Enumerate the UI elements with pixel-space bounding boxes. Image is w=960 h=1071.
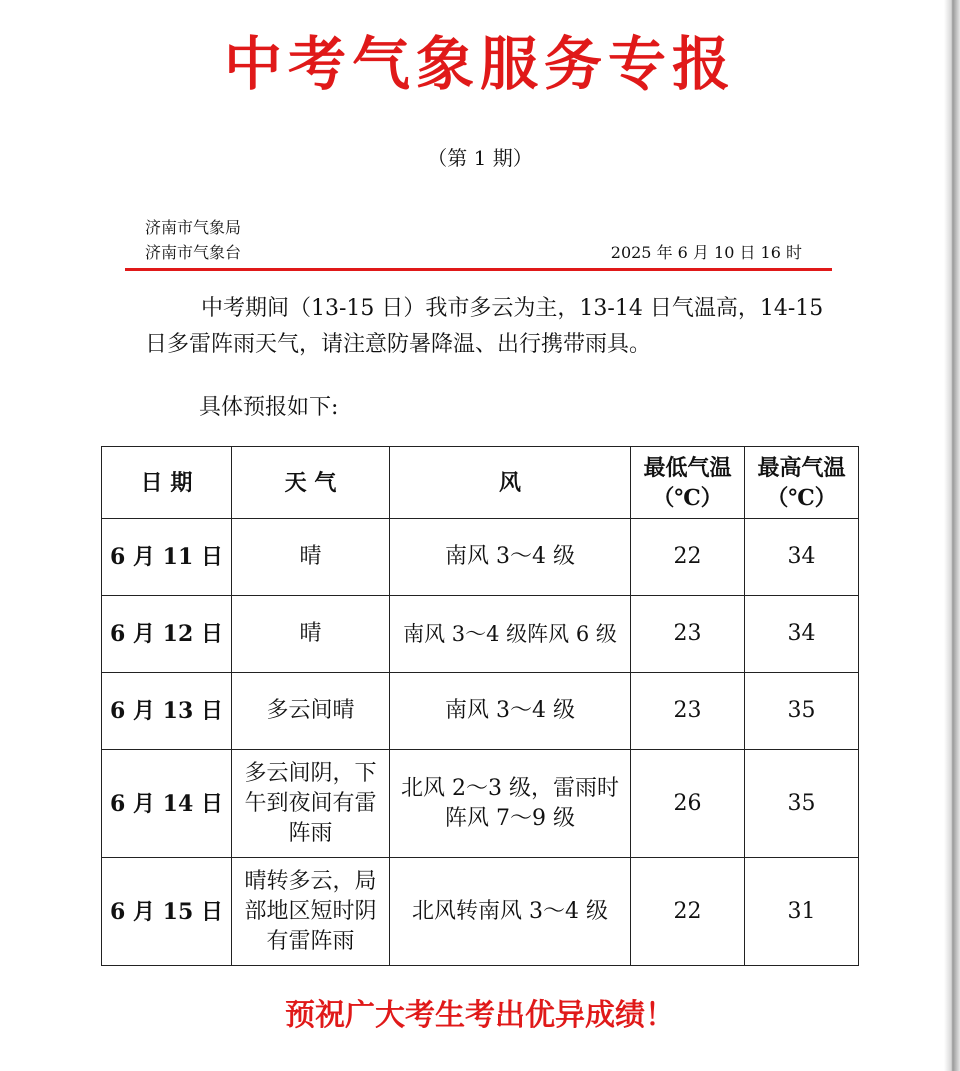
cell-weather: 晴: [232, 519, 390, 596]
table-row: [102, 750, 859, 858]
cell-max-temp: 34: [745, 519, 859, 596]
header-divider: [125, 268, 832, 271]
cell-min-temp: 22: [631, 858, 745, 966]
table-header-row: [102, 447, 859, 519]
summary-paragraph: 中考期间（13-15 日）我市多云为主，13-14 日气温高，14-15 日多雷阵雨天气，请注意防暑降温、出行携带雨具。: [145, 296, 824, 357]
issue-date: 2025 年 6 月 10 日 16 时: [610, 243, 802, 262]
cell-date: 6 月 11 日: [102, 519, 232, 596]
cell-max-temp: 31: [745, 858, 859, 966]
table-row: [102, 673, 859, 750]
cell-wind: 南风 3～4 级: [390, 519, 631, 596]
cell-weather: 多云间晴: [232, 673, 390, 750]
cell-weather: 多云间阴，下午到夜间有雷阵雨: [232, 750, 390, 858]
table-row: [102, 858, 859, 966]
header-weather: 天 气: [232, 447, 390, 519]
cell-min-temp: 23: [631, 596, 745, 673]
header-max-temp: [745, 447, 859, 519]
cell-max-temp: 34: [745, 596, 859, 673]
header-min-temp-unit: （℃）: [652, 484, 723, 511]
cell-wind: 北风 2～3 级，雷雨时阵风 7～9 级: [390, 750, 631, 858]
cell-min-temp: 22: [631, 519, 745, 596]
table-row: [102, 519, 859, 596]
cell-min-temp: 26: [631, 750, 745, 858]
cell-wind: 南风 3～4 级阵风 6 级: [390, 596, 631, 673]
forecast-intro: 具体预报如下:: [199, 395, 339, 420]
forecast-table: [101, 446, 859, 966]
cell-min-temp: 23: [631, 673, 745, 750]
header-min-temp: [631, 447, 745, 519]
header-min-temp-label: 最低气温: [643, 454, 732, 481]
header-max-temp-unit: （℃）: [766, 484, 837, 511]
cell-weather: 晴: [232, 596, 390, 673]
closing-wish: 预祝广大考生考出优异成绩！: [285, 998, 675, 1033]
issue-label: （第 1 期）: [427, 146, 533, 170]
cell-wind: 南风 3～4 级: [390, 673, 631, 750]
org-name-bureau: 济南市气象局: [145, 218, 242, 237]
org-name-observatory: 济南市气象台: [145, 243, 242, 262]
cell-date: 6 月 12 日: [102, 596, 232, 673]
issue-number: [0, 144, 960, 172]
cell-date: 6 月 13 日: [102, 673, 232, 750]
cell-date: 6 月 15 日: [102, 858, 232, 966]
cell-max-temp: 35: [745, 750, 859, 858]
cell-weather: 晴转多云，局部地区短时阴有雷阵雨: [232, 858, 390, 966]
header-wind: 风: [390, 447, 631, 519]
cell-max-temp: 35: [745, 673, 859, 750]
table-row: [102, 596, 859, 673]
page-title: 中考气象服务专报: [223, 30, 736, 98]
cell-date: 6 月 14 日: [102, 750, 232, 858]
header-max-temp-label: 最高气温: [757, 454, 846, 481]
header-date: 日 期: [102, 447, 232, 519]
cell-wind: 北风转南风 3～4 级: [390, 858, 631, 966]
